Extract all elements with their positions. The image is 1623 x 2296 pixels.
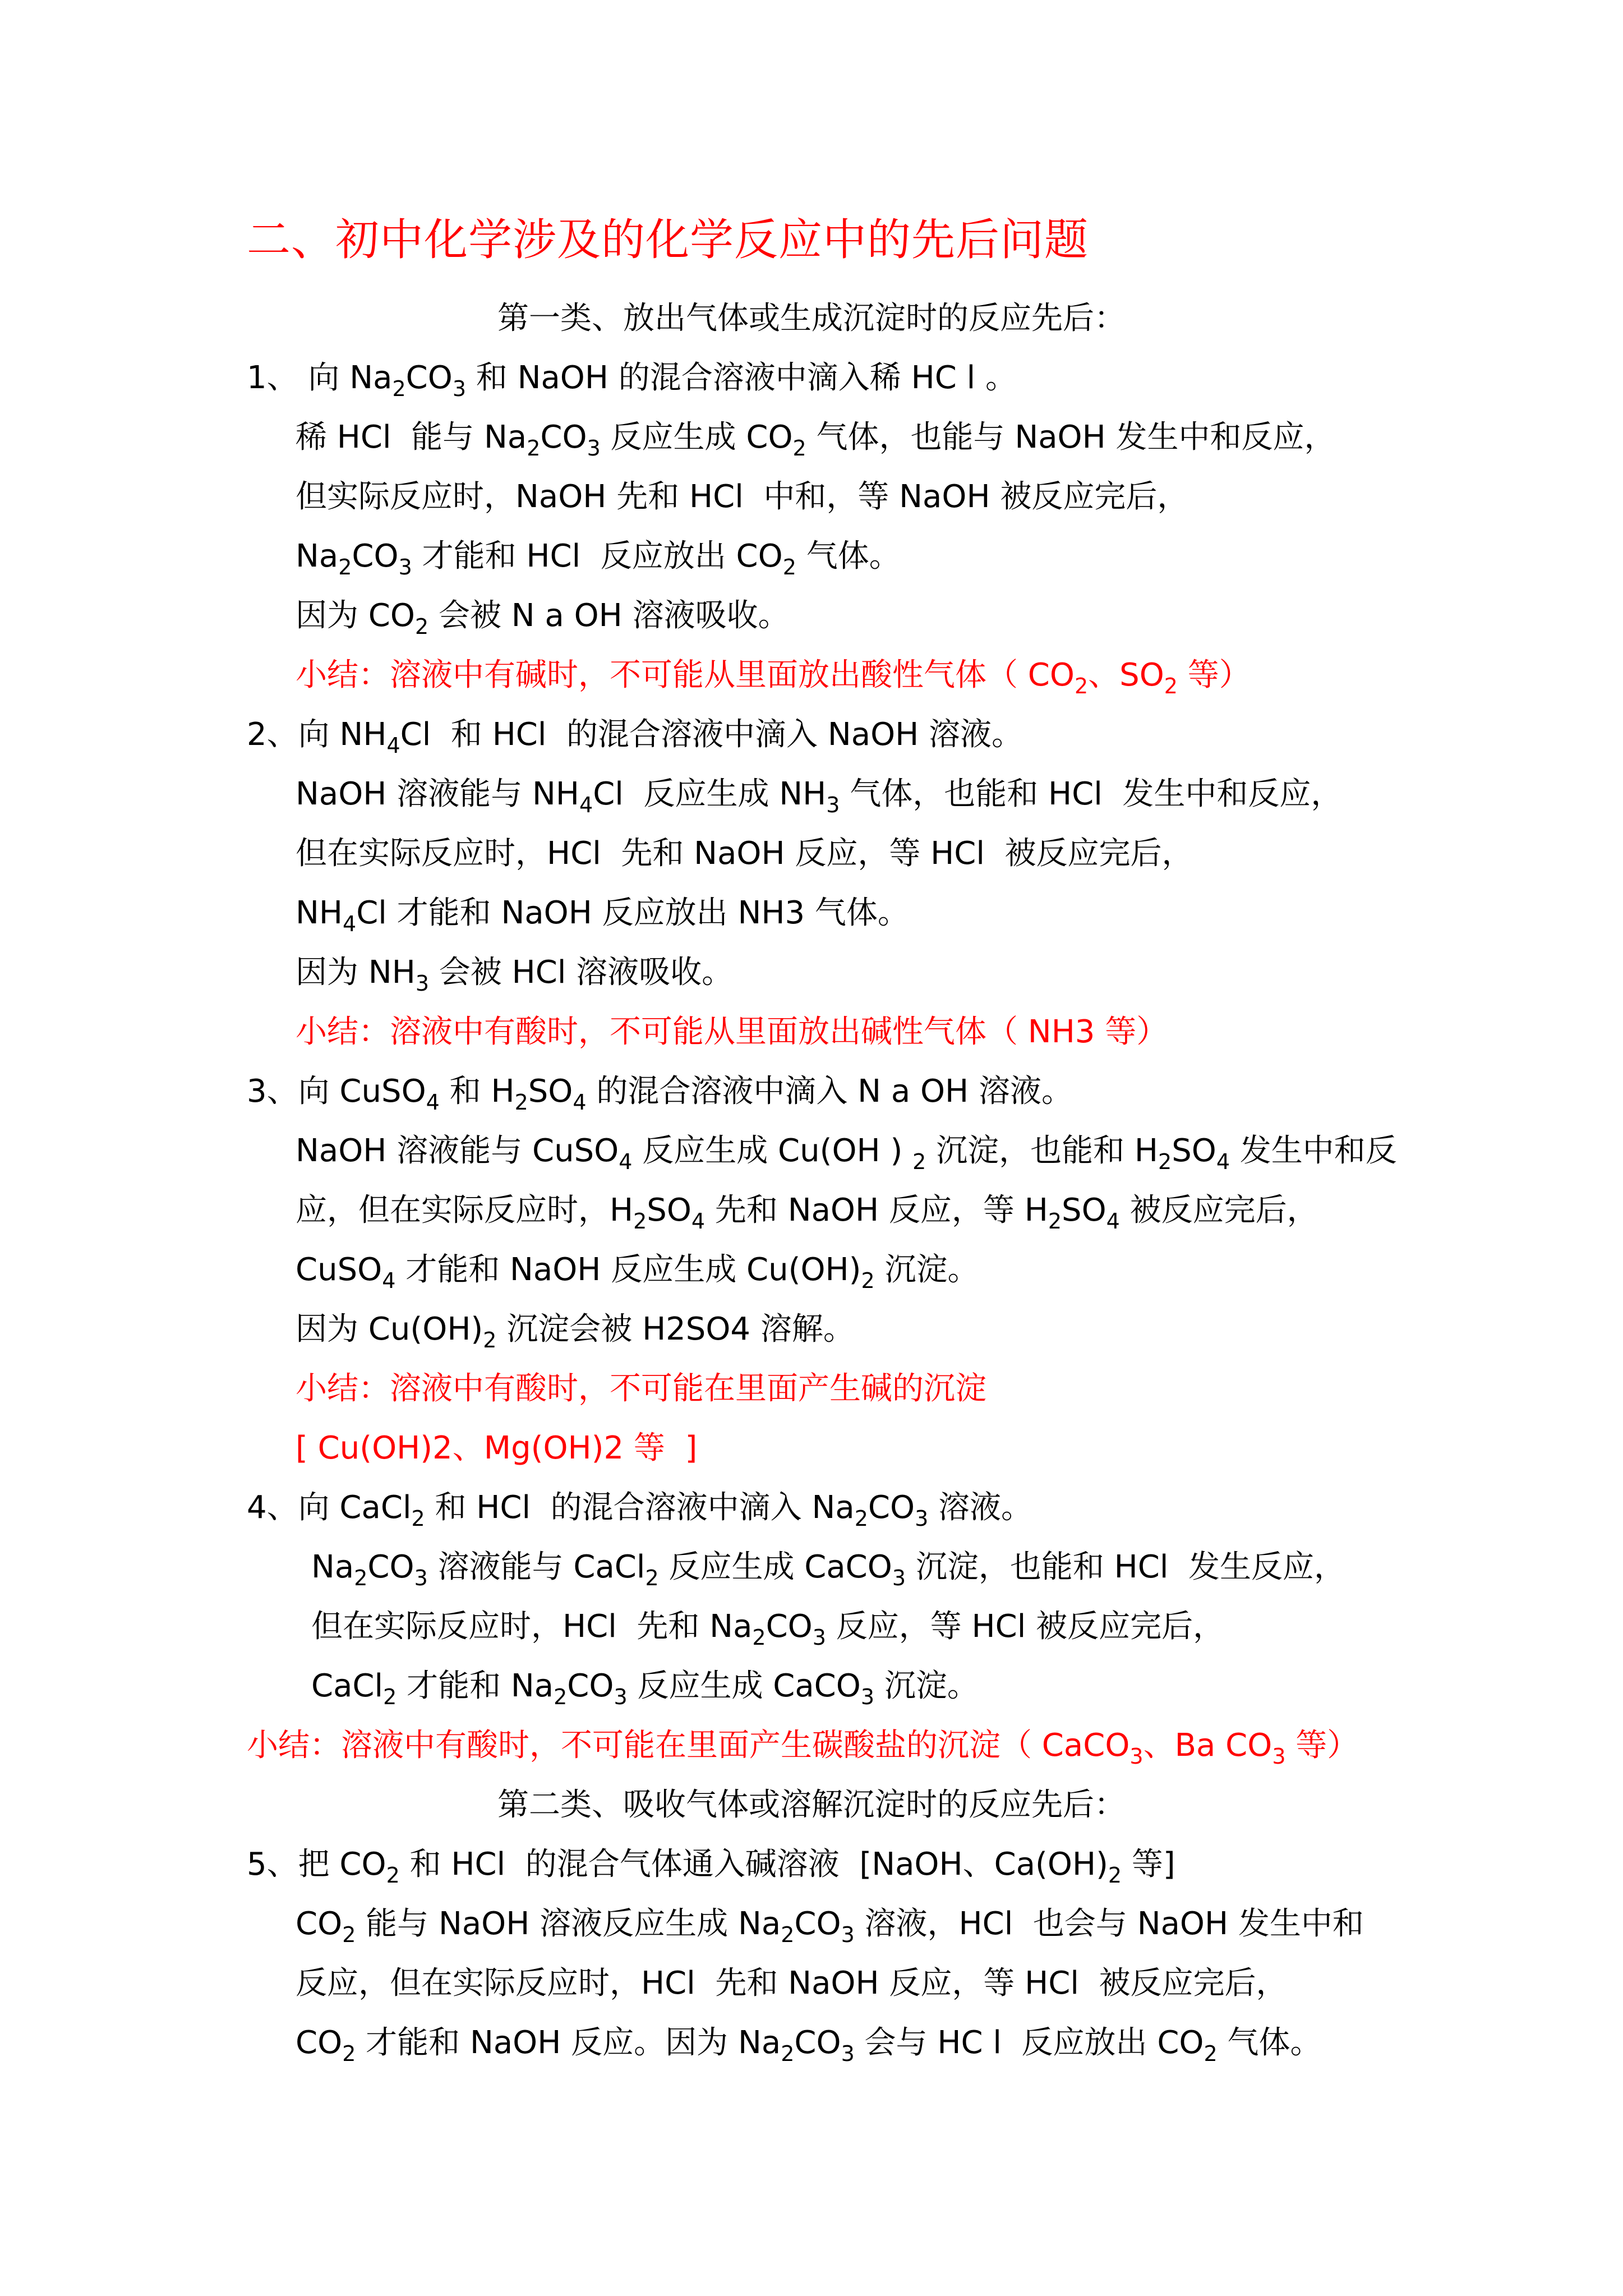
text-segment: 气体。 <box>796 538 901 574</box>
text-line <box>296 951 733 994</box>
text-segment: 等] <box>1122 1846 1175 1883</box>
text-segment: 和 NaOH 的混合溶液中滴入稀 HC l 。 <box>466 360 1017 396</box>
text-segment: Na <box>311 1549 354 1585</box>
subscript: 2 <box>392 376 406 401</box>
text-segment: 才能和 HCl 反应放出 CO <box>412 538 783 574</box>
subscript: 2 <box>554 1685 568 1709</box>
subscript: 3 <box>1272 1744 1286 1769</box>
text-segment: 等） <box>1177 657 1251 693</box>
text-segment: CaCl <box>311 1668 384 1704</box>
text-line <box>296 892 909 935</box>
subscript: 2 <box>752 1625 766 1650</box>
text-line <box>296 773 1342 816</box>
text-segment: 稀 HCl 能与 Na <box>296 419 527 455</box>
text-segment: NH <box>296 895 343 931</box>
subscript: 2 <box>414 614 429 639</box>
text-segment: 小结：溶液中有酸时，不可能在里面产生碱的沉淀 <box>296 1370 986 1407</box>
text-segment: 2、向 NH <box>247 716 387 753</box>
text-segment: 但实际反应时，NaOH 先和 HCl 中和，等 NaOH 被反应完后， <box>296 478 1189 515</box>
subscript: 4 <box>691 1209 706 1234</box>
text-segment: 小结：溶液中有酸时，不可能在里面产生碳酸盐的沉淀（ CaCO <box>247 1727 1130 1764</box>
subscript: 3 <box>841 2041 855 2066</box>
subscript: 3 <box>841 1922 855 1947</box>
subscript: 4 <box>382 1268 396 1293</box>
text-segment: Cl 和 HCl 的混合溶液中滴入 NaOH 溶液。 <box>400 716 1023 753</box>
text-segment: 沉淀。 <box>874 1251 979 1288</box>
text-segment: CO <box>567 1668 614 1704</box>
subscript: 2 <box>781 1922 795 1947</box>
subscript: 4 <box>386 733 400 758</box>
section-heading <box>0 297 1623 340</box>
text-segment: SO <box>647 1192 691 1228</box>
subscript: 3 <box>398 555 412 579</box>
subscript: 3 <box>452 376 466 401</box>
page-title: 二、初中化学涉及的化学反应中的先后问题 <box>247 215 1089 265</box>
text-segment: SO <box>528 1073 573 1110</box>
text-segment: 才能和 NaOH 反应生成 Cu(OH) <box>395 1251 861 1288</box>
subscript: 2 <box>1048 1209 1062 1234</box>
text-line <box>247 1070 1073 1113</box>
text-segment: CO <box>296 2024 343 2061</box>
subscript: 2 <box>1074 674 1089 698</box>
text-segment: CO <box>367 1549 414 1585</box>
subscript: 4 <box>1106 1209 1120 1234</box>
text-segment: CO <box>794 1906 841 1942</box>
text-segment: [ Cu(OH)2、Mg(OH)2 等 ] <box>296 1430 698 1466</box>
text-segment: CO <box>352 538 399 574</box>
subscript: 2 <box>912 1149 926 1174</box>
subscript: 2 <box>338 555 352 579</box>
text-line <box>296 2022 1322 2064</box>
text-segment: 反应，但在实际反应时，HCl 先和 NaOH 反应，等 HCl 被反应完后， <box>296 1965 1288 2001</box>
text-line <box>247 357 1017 399</box>
subscript: 4 <box>426 1090 440 1115</box>
text-line <box>247 1487 1032 1529</box>
text-line <box>296 1962 1288 2005</box>
subscript: 2 <box>1164 674 1178 698</box>
text-segment: 但在实际反应时，HCl 先和 Na <box>311 1608 753 1645</box>
subscript: 4 <box>579 793 593 817</box>
text-segment: 但在实际反应时，HCl 先和 NaOH 反应，等 HCl 被反应完后， <box>296 835 1193 872</box>
subscript: 3 <box>915 1506 929 1531</box>
text-segment: 5、把 CO <box>247 1846 386 1883</box>
text-line <box>311 1546 1345 1589</box>
text-line <box>296 1308 855 1351</box>
text-segment: Cl 才能和 NaOH 反应放出 NH3 气体。 <box>356 895 909 931</box>
text-segment: CuSO <box>296 1251 382 1288</box>
text-segment: 被反应完后， <box>1119 1192 1318 1228</box>
text-segment: CO <box>794 2024 841 2061</box>
text-line <box>296 832 1193 875</box>
text-segment: 因为 NH <box>296 954 416 991</box>
text-segment: 反应生成 Cu(OH ) <box>632 1133 913 1169</box>
text-segment: 第二类、吸收气体或溶解沉淀时的反应先后： <box>497 1787 1126 1823</box>
text-segment: 沉淀，也能和 H <box>926 1133 1158 1169</box>
text-segment: 能与 NaOH 溶液反应生成 Na <box>356 1906 781 1942</box>
text-line <box>247 1843 1175 1886</box>
text-segment: 沉淀。 <box>874 1668 979 1704</box>
text-segment: 小结：溶液中有酸时，不可能从里面放出碱性气体（ NH3 等） <box>296 1014 1168 1050</box>
text-segment: 反应生成 CaCO <box>658 1549 892 1585</box>
subscript: 3 <box>860 1685 875 1709</box>
text-segment: 沉淀会被 H2SO4 溶解。 <box>496 1311 855 1347</box>
subscript: 2 <box>861 1268 875 1293</box>
text-segment: NaOH 溶液能与 CuSO <box>296 1133 619 1169</box>
text-line <box>296 476 1188 518</box>
text-segment: 的混合溶液中滴入 N a OH 溶液。 <box>586 1073 1073 1110</box>
text-segment: 反应，等 HCl 被反应完后， <box>826 1608 1225 1645</box>
text-segment: 应，但在实际反应时，H <box>296 1192 634 1228</box>
subscript: 2 <box>383 1685 397 1709</box>
text-segment: 和 HCl 的混合溶液中滴入 Na <box>425 1489 855 1526</box>
text-segment: 气体。 <box>1217 2024 1322 2061</box>
text-segment: 4、向 CaCl <box>247 1489 412 1526</box>
text-segment: 会与 HC l 反应放出 CO <box>854 2024 1204 2061</box>
text-segment: 3、向 CuSO <box>247 1073 426 1110</box>
text-segment: 和 H <box>439 1073 515 1110</box>
text-segment: 第一类、放出气体或生成沉淀时的反应先后： <box>497 300 1126 337</box>
text-segment: 会被 N a OH 溶液吸收。 <box>428 597 790 634</box>
subscript: 2 <box>483 1328 497 1352</box>
summary-line <box>296 1368 986 1410</box>
subscript: 4 <box>619 1149 633 1174</box>
text-segment: 、Ba CO <box>1143 1727 1272 1764</box>
text-segment: SO <box>1172 1133 1216 1169</box>
subscript: 4 <box>343 912 357 936</box>
subscript: 2 <box>386 1863 400 1888</box>
subscript: 2 <box>342 2041 356 2066</box>
subscript: 4 <box>1216 1149 1230 1174</box>
text-segment: CO <box>405 360 453 396</box>
subscript: 2 <box>633 1209 647 1234</box>
text-segment: 先和 NaOH 反应，等 H <box>705 1192 1048 1228</box>
text-segment: 和 HCl 的混合气体通入碱溶液 [NaOH、Ca(OH) <box>399 1846 1108 1883</box>
text-segment: Na <box>296 538 339 574</box>
text-segment: 因为 Cu(OH) <box>296 1311 483 1347</box>
subscript: 2 <box>354 1566 368 1590</box>
text-segment: NaOH 溶液能与 NH <box>296 776 579 812</box>
text-segment: 气体，也能和 HCl 发生中和反应， <box>840 776 1343 812</box>
text-segment: 才能和 NaOH 反应。因为 Na <box>356 2024 781 2061</box>
subscript: 2 <box>514 1090 528 1115</box>
subscript: 2 <box>342 1922 356 1947</box>
subscript: 4 <box>573 1090 587 1115</box>
text-line <box>311 1665 979 1708</box>
text-segment: CO <box>868 1489 915 1526</box>
subscript: 3 <box>812 1625 826 1650</box>
text-segment: 因为 CO <box>296 597 415 634</box>
text-segment: 溶液，HCl 也会与 NaOH 发生中和 <box>854 1906 1364 1942</box>
subscript: 3 <box>1129 1744 1144 1769</box>
subscript: 2 <box>1158 1149 1172 1174</box>
text-line <box>296 1903 1364 1945</box>
subscript: 2 <box>781 2041 795 2066</box>
text-segment: 等） <box>1285 1727 1359 1764</box>
text-segment: 气体，也能与 NaOH 发生中和反应， <box>806 419 1336 455</box>
text-segment: 反应生成 CO <box>600 419 793 455</box>
subscript: 3 <box>414 1566 428 1590</box>
subscript: 2 <box>411 1506 425 1531</box>
summary-line <box>296 654 1251 697</box>
text-line <box>296 416 1336 459</box>
subscript: 3 <box>614 1685 628 1709</box>
summary-line <box>296 1011 1168 1053</box>
text-segment: SO <box>1062 1192 1106 1228</box>
text-segment: 沉淀，也能和 HCl 发生反应， <box>906 1549 1346 1585</box>
text-line <box>296 595 790 637</box>
subscript: 3 <box>826 793 840 817</box>
text-line <box>296 1249 979 1291</box>
text-segment: 、SO <box>1088 657 1164 693</box>
text-segment: 反应生成 CaCO <box>627 1668 861 1704</box>
text-line <box>296 1189 1318 1232</box>
subscript: 2 <box>1108 1863 1122 1888</box>
subscript: 2 <box>527 436 541 461</box>
text-segment: 溶液。 <box>928 1489 1033 1526</box>
summary-line <box>296 1427 697 1470</box>
text-line <box>296 535 901 578</box>
text-segment: Cl 反应生成 NH <box>593 776 827 812</box>
text-segment: CO <box>296 1906 343 1942</box>
section-heading <box>0 1784 1623 1826</box>
text-segment: 溶液能与 CaCl <box>427 1549 645 1585</box>
subscript: 3 <box>892 1566 906 1590</box>
subscript: 2 <box>1204 2041 1218 2066</box>
subscript: 3 <box>415 971 429 996</box>
subscript: 2 <box>854 1506 868 1531</box>
subscript: 2 <box>645 1566 659 1590</box>
text-segment: CO <box>540 419 587 455</box>
text-segment: 1、 向 Na <box>247 360 393 396</box>
text-segment: 发生中和反 <box>1230 1133 1397 1169</box>
text-segment: 才能和 Na <box>396 1668 554 1704</box>
text-line <box>247 714 1023 756</box>
subscript: 2 <box>782 555 796 579</box>
text-line <box>311 1605 1224 1648</box>
summary-line <box>247 1724 1358 1767</box>
text-segment: CO <box>766 1608 813 1645</box>
subscript: 3 <box>587 436 601 461</box>
text-segment: 会被 HCl 溶液吸收。 <box>429 954 734 991</box>
subscript: 2 <box>792 436 806 461</box>
text-line <box>296 1130 1397 1172</box>
text-segment: 小结：溶液中有碱时，不可能从里面放出酸性气体（ CO <box>296 657 1075 693</box>
